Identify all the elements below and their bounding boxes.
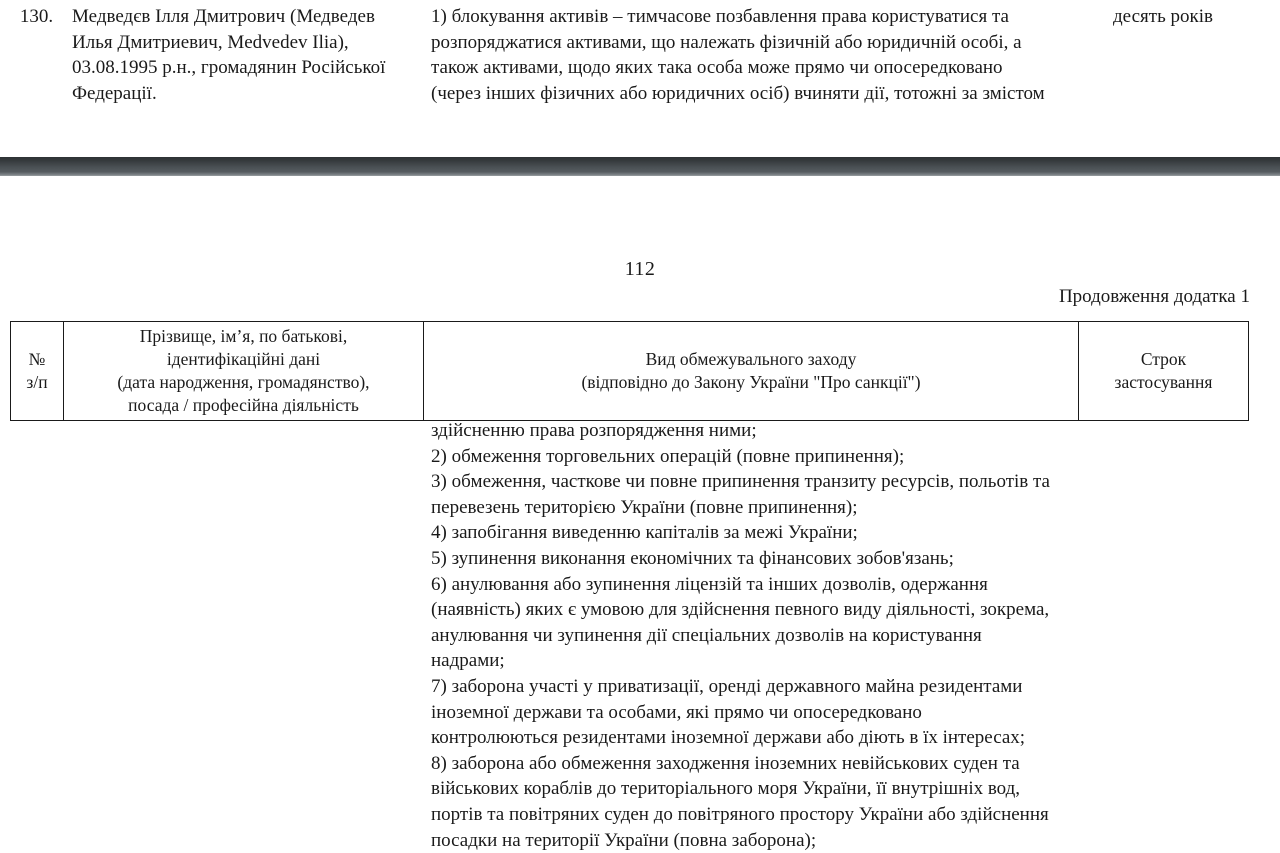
row-name-cell	[72, 4, 412, 106]
header-line: ідентифікаційні дані	[68, 348, 419, 371]
measure-line: здійсненню права розпорядження ними;	[431, 418, 1091, 444]
measure-line: військових кораблів до територіального моря України, її внутрішніх вод,	[431, 776, 1091, 802]
name-line: Илья Дмитриевич, Medvedev Ilia),	[72, 30, 412, 56]
row-measure-cell-continued	[431, 418, 1091, 853]
name-line: Федерації.	[72, 81, 412, 107]
previous-page-fragment	[0, 0, 1280, 157]
page-break-separator	[0, 157, 1280, 176]
name-line: 03.08.1995 р.н., громадянин Російської	[72, 55, 412, 81]
measure-line: (через інших фізичних або юридичних осіб) вчиняти дії, тотожні за змістом	[431, 81, 1071, 107]
measure-line: контролюються резидентами іноземної держави або діють в їх інтересах;	[431, 725, 1091, 751]
header-line: Прізвище, ім’я, по батькові,	[68, 325, 419, 348]
header-line: посада / професійна діяльність	[68, 394, 419, 417]
row-term-cell	[1080, 4, 1246, 30]
measure-line: портів та повітряних суден до повітряного простору України або здійснення	[431, 802, 1091, 828]
column-header-name	[64, 322, 424, 421]
row-number: 130.	[10, 4, 63, 30]
measure-line: розпоряджатися активами, що належать фізичній або юридичній особі, а	[431, 30, 1071, 56]
column-header-term	[1079, 322, 1249, 421]
header-line: Строк	[1083, 348, 1244, 371]
measure-line: 2) обмеження торговельних операцій (повне припинення);	[431, 444, 1091, 470]
page-number: 112	[0, 258, 1280, 281]
row-number-cell	[10, 4, 63, 30]
measure-line: 6) анулювання або зупинення ліцензій та інших дозволів, одержання	[431, 572, 1091, 598]
measure-line: 1) блокування активів – тимчасове позбавлення права користуватися та	[431, 4, 1071, 30]
continuation-note: Продовження додатка 1	[1059, 286, 1250, 308]
measure-line: (наявність) яких є умовою для здійснення певного виду діяльності, зокрема,	[431, 597, 1091, 623]
measure-line: також активами, щодо яких така особа може прямо чи опосередковано	[431, 55, 1071, 81]
column-header-measure	[424, 322, 1079, 421]
measure-line: посадки на території України (повна заборона);	[431, 828, 1091, 853]
measure-line: перевезень територією України (повне припинення);	[431, 495, 1091, 521]
header-line: з/п	[15, 371, 59, 394]
header-line: №	[15, 348, 59, 371]
measure-line: 8) заборона або обмеження заходження іноземних невійськових суден та	[431, 751, 1091, 777]
header-line: Вид обмежувального заходу	[428, 348, 1074, 371]
measure-line: анулювання чи зупинення дії спеціальних дозволів на користування	[431, 623, 1091, 649]
sanctions-table	[10, 321, 1249, 421]
header-line: (дата народження, громадянство),	[68, 371, 419, 394]
measure-line: іноземної держави та особами, які прямо чи опосередковано	[431, 700, 1091, 726]
row-measure-cell	[431, 4, 1071, 106]
term-value: десять років	[1080, 4, 1246, 30]
header-line: (відповідно до Закону України "Про санкції")	[428, 371, 1074, 394]
measure-line: 5) зупинення виконання економічних та фінансових зобов'язань;	[431, 546, 1091, 572]
measure-line: надрами;	[431, 648, 1091, 674]
measure-line: 4) запобігання виведенню капіталів за межі України;	[431, 520, 1091, 546]
measure-line: 7) заборона участі у приватизації, оренді державного майна резидентами	[431, 674, 1091, 700]
measure-line: 3) обмеження, часткове чи повне припинення транзиту ресурсів, польотів та	[431, 469, 1091, 495]
current-page	[0, 176, 1280, 802]
name-line: Медведєв Ілля Дмитрович (Медведев	[72, 4, 412, 30]
header-line: застосування	[1083, 371, 1244, 394]
table-header-row	[11, 322, 1249, 421]
column-header-number	[11, 322, 64, 421]
